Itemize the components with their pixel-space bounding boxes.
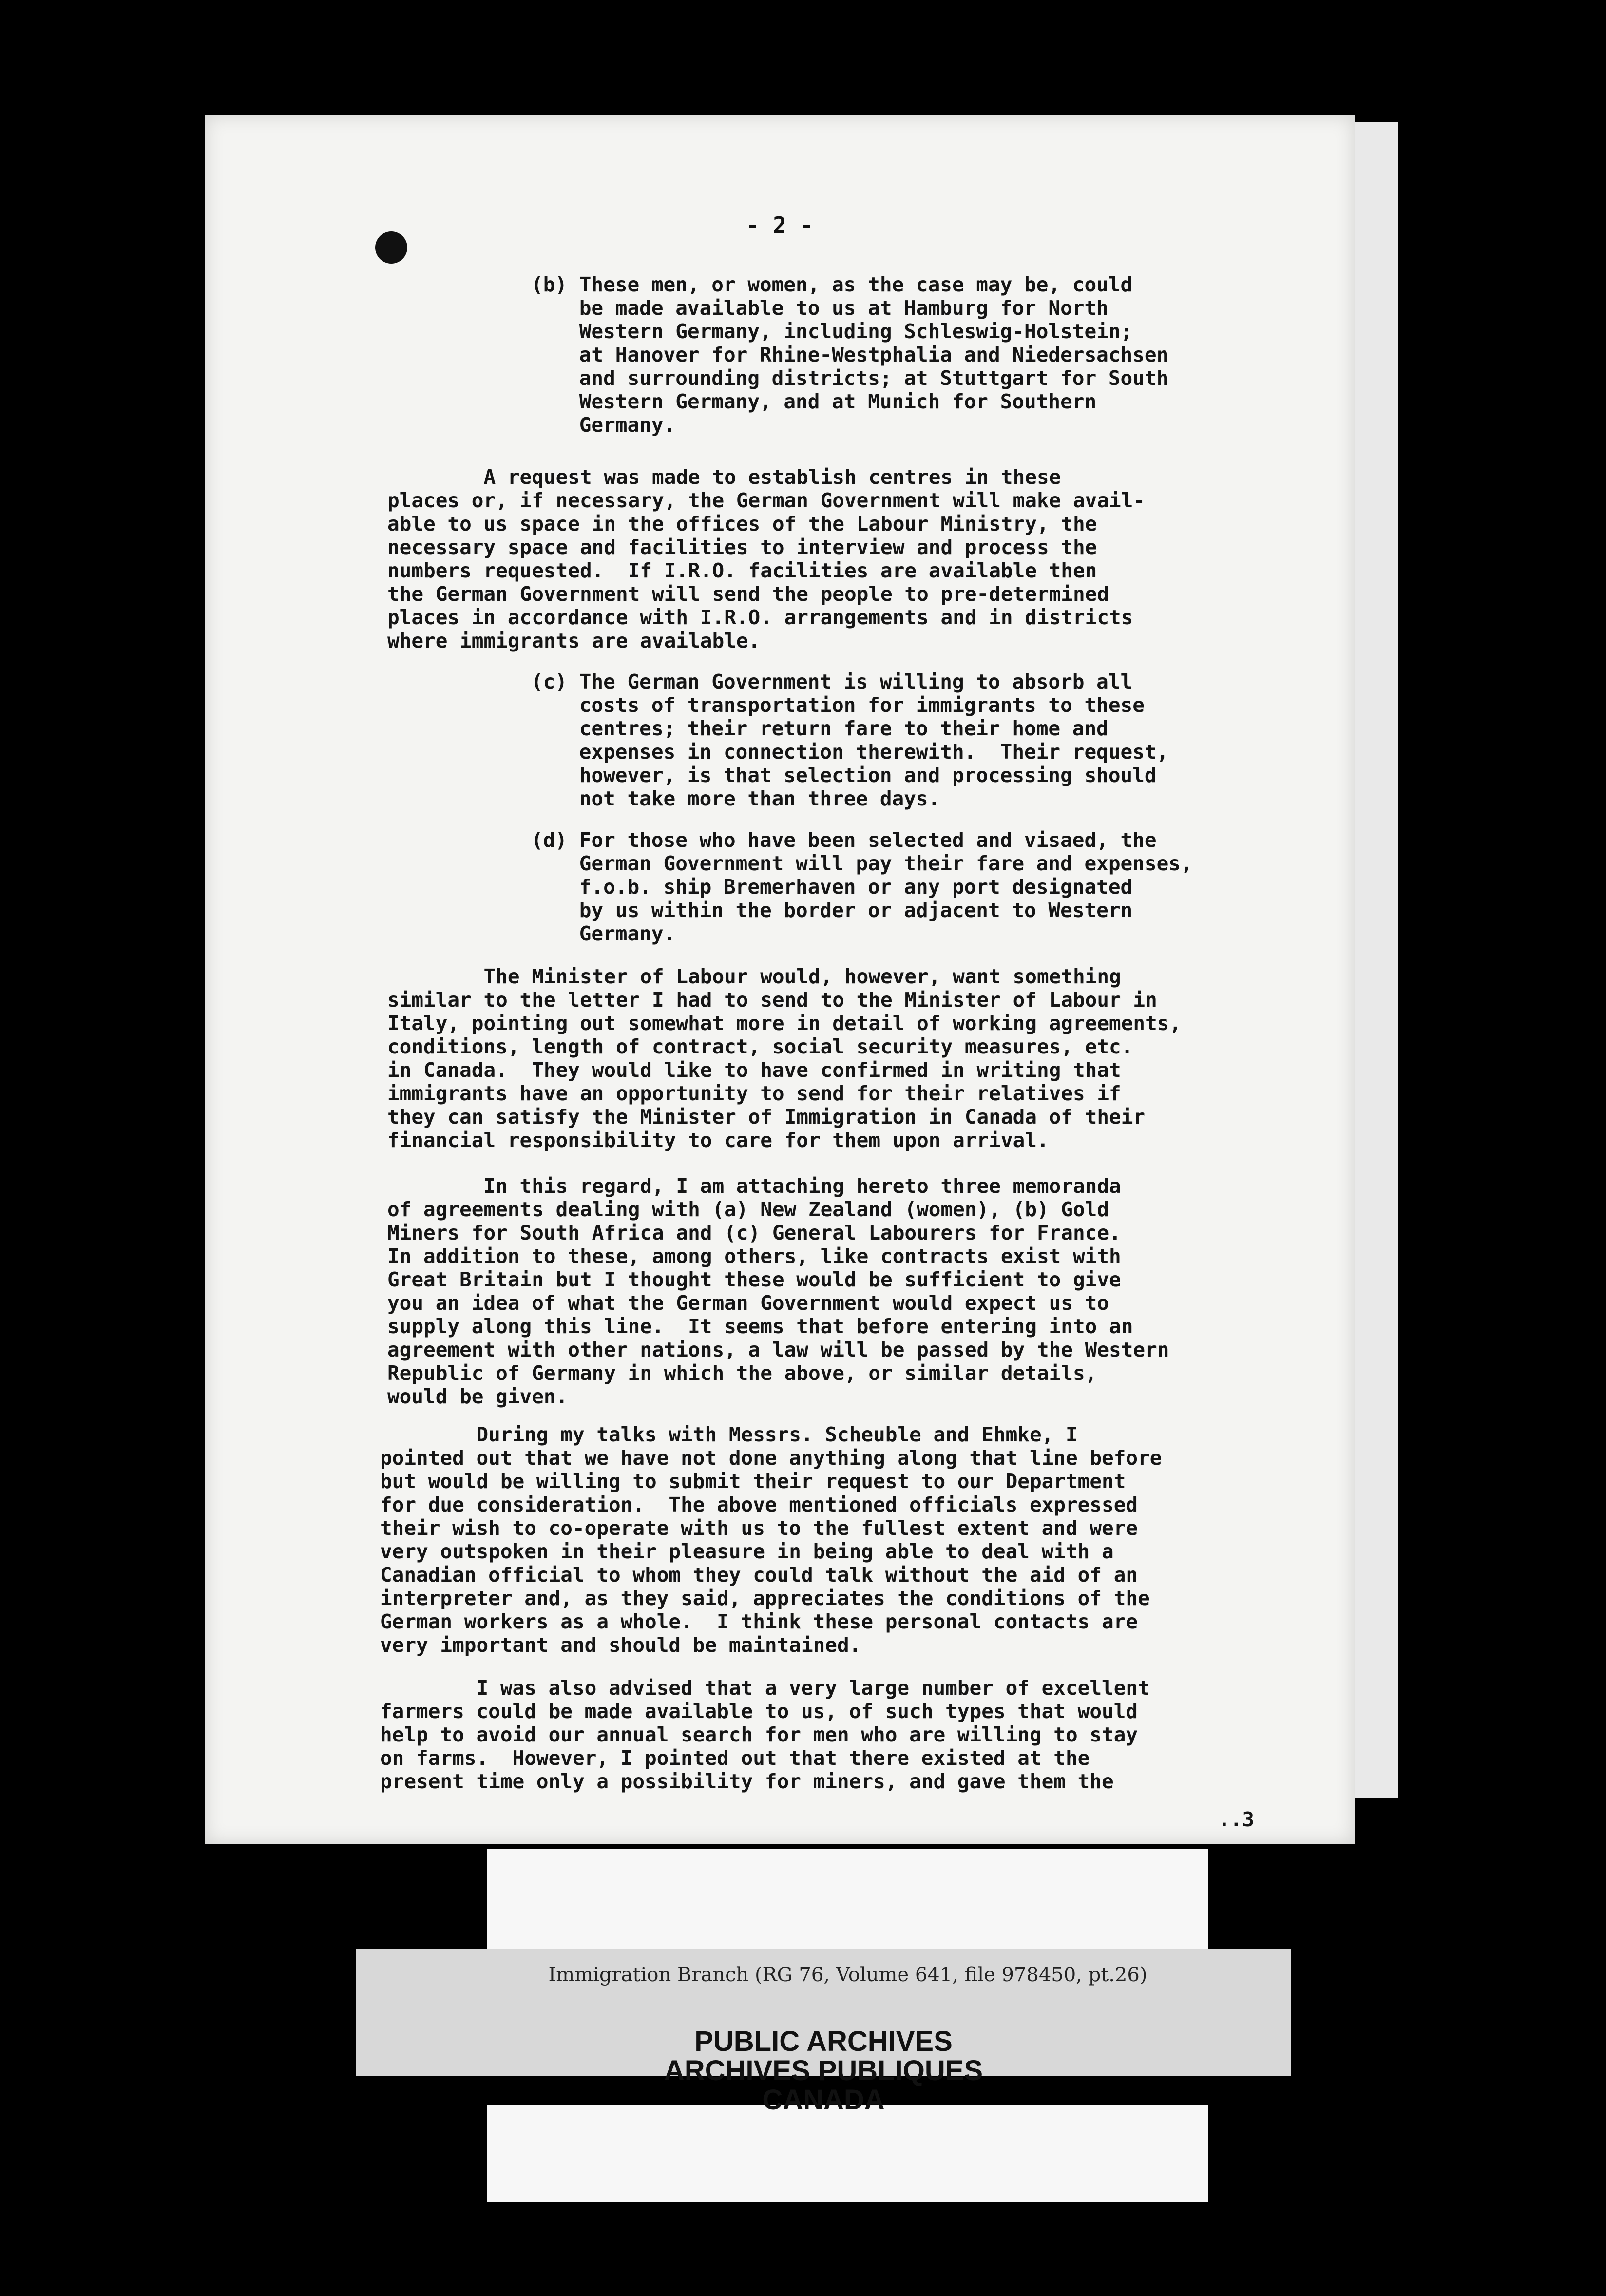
stamp-line-2: ARCHIVES PUBLIQUES	[664, 2055, 983, 2086]
paragraph-b: (b) These men, or women, as the case may be, could be made available to us at Hamburg for North Western Germany, including Schleswig-Holstein; at Hanover for Rhine-Westphalia and Niedersachsen and surrounding districts; at Stuttgart for South Western Germany, and at Munich for Southern Germany.	[531, 273, 1169, 437]
paragraph-c: (c) The German Government is willing to absorb all costs of transportation for immigrants to these centres; their return fare to their home and expenses in connection therewith. Their request, however, is that selection and processing should not take more than three days.	[531, 670, 1169, 810]
paragraph-d: (d) For those who have been selected and visaed, the German Government will pay their fare and expenses, f.o.b. ship Bremerhaven or any port designated by us within the border or adjacent to Western Germany.	[531, 828, 1193, 945]
page-number: - 2 -	[746, 212, 814, 238]
continuation-marker: ..3	[1218, 1808, 1255, 1831]
archive-label-bottom	[487, 2105, 1208, 2202]
stamp-line-3: CANADA	[762, 2084, 885, 2116]
paragraph-request: A request was made to establish centres in these places or, if necessary, the German Government will make avail- able to us space in the offices of the Labour Ministry, the necessary space and facilities to interview and process the numbers requested. If I.R.O. facilities are available then the German Government will send the people to pre-determined places in accordance with I.R.O. arrangements and in districts where immigrants are available.	[387, 465, 1146, 652]
archive-stamp	[604, 2027, 1043, 2115]
paragraph-talks: During my talks with Messrs. Scheuble and Ehmke, I pointed out that we have not done anything along that line before but would be willing to submit their request to our Department for due consideration. The above mentioned officials expressed their wish to co-operate with us to the fullest extent and were very outspoken in their pleasure in being able to deal with a Canadian official to whom they could talk without the aid of an interpreter and, as they said, appreciates the conditions of the German workers as a whole. I think these personal contacts are very important and should be maintained.	[380, 1423, 1162, 1657]
paragraph-farmers: I was also advised that a very large number of excellent farmers could be made available to us, of such types that would help to avoid our annual search for men who are willing to stay on farms. However, I pointed out that there existed at the present time only a possibility for miners, and gave them the	[380, 1676, 1150, 1793]
paragraph-minister: The Minister of Labour would, however, want something similar to the letter I had to send to the Minister of Labour in Italy, pointing out somewhat more in detail of working agreements, conditions, length of contract, social security measures, etc. in Canada. They would like to have confirmed in writing that immigrants have an opportunity to send for their relatives if they can satisfy the Minister of Immigration in Canada of their financial responsibility to care for them upon arrival.	[387, 965, 1182, 1152]
archive-reference: Immigration Branch (RG 76, Volume 641, file 978450, pt.26)	[548, 1964, 1147, 1986]
stamp-line-1: PUBLIC ARCHIVES	[694, 2026, 953, 2057]
paragraph-regard: In this regard, I am attaching hereto three memoranda of agreements dealing with (a) New Zealand (women), (b) Gold Miners for South Africa and (c) General Labourers for France. In addition to these, among others, like contracts exist with Great Britain but I thought these would be sufficient to give you an idea of what the German Government would expect us to supply along this line. It seems that before entering into an agreement with other nations, a law will be passed by the Western Republic of Germany in which the above, or similar details, would be given.	[387, 1174, 1169, 1408]
